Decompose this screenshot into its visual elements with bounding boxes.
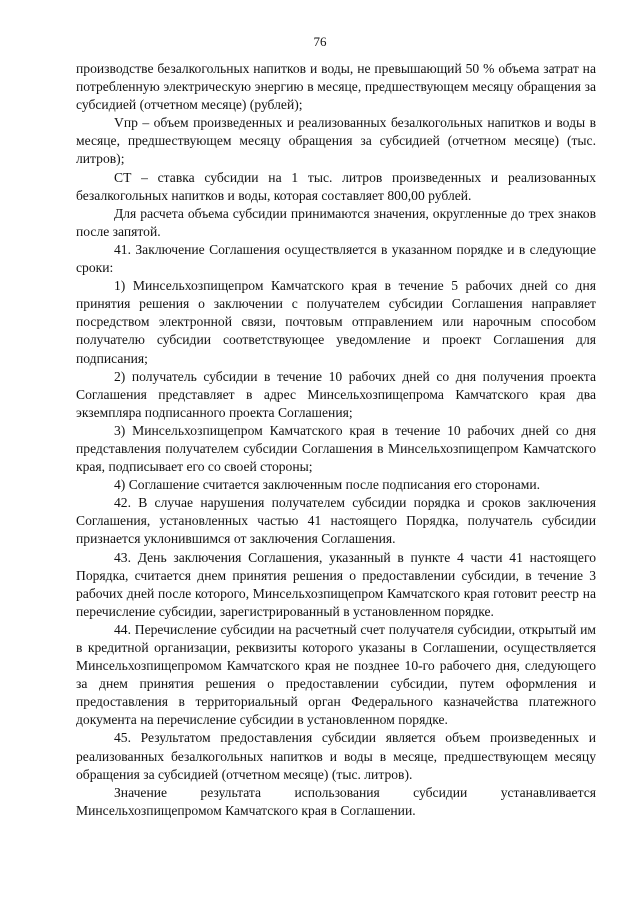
paragraph-result-value: Значение результата использования субсидии устанавливается Минсельхозпищепромом Камчатского края в Соглашении. [76,784,596,818]
page-number: 76 [313,34,327,49]
paragraph-41-item-3: 3) Минсельхозпищепром Камчатского края в течение 10 рабочих дней со дня представления получателем субсидии Соглашения в Минсельхозпищепром Камчатского края, подписывает его со своей стороны; [76,422,596,475]
paragraph-st-definition: СТ – ставка субсидии на 1 тыс. литров произведенных и реализованных безалкогольных напитков и воды, которая составляет 800,00 рублей. [76,169,596,203]
document-body [76,60,596,820]
paragraph-43: 43. День заключения Соглашения, указанный в пункте 4 части 41 настоящего Порядка, считается днем принятия решения о предоставлении субсидии, в течение 3 рабочих дней после которого, Минсельхозпищепром Камчатского края готовит реестр на перечисление субсидии, зарегистрированный в установленном порядке. [76,549,596,619]
paragraph-45: 45. Результатом предоставления субсидии является объем произведенных и реализованных безалкогольных напитков и воды в месяце, предшествующем месяцу обращения за субсидией (отчетном месяце) (тыс. литров). [76,730,596,782]
paragraph-vpr-definition: Vпр – объем произведенных и реализованных безалкогольных напитков и воды в месяце, предшествующем месяцу обращения за субсидией (отчетном месяце) (тыс. литров); [76,115,596,167]
paragraph-41-item-4: 4) Соглашение считается заключенным после подписания его сторонами. [114,477,541,493]
paragraph-41: 41. Заключение Соглашения осуществляется в указанном порядке и в следующие сроки: [76,241,596,276]
paragraph-continuation: производстве безалкогольных напитков и воды, не превышающий 50 % объема затрат на потребленную электрическую энергию в месяце, предшествующем месяцу обращения за субсидией (отчетном месяце) (рублей); [76,61,596,113]
paragraph-44: 44. Перечисление субсидии на расчетный счет получателя субсидии, открытый им в кредитной организации, реквизиты которого указаны в Соглашении, осуществляется Минсельхозпищепромом Камчатского края не позднее 10-го рабочего дня, следующего за днем принятия решения о предоставлении субсидии, путем оформления и предоставления в территориальный орган Федерального казначейства платежного документа на перечисление субсидии в установленном порядке. [76,621,596,728]
paragraph-42: 42. В случае нарушения получателем субсидии порядка и сроков заключения Соглашения, установленных частью 41 настоящего Порядка, получатель субсидии признается уклонившимся от заключения Соглашения. [76,495,596,547]
paragraph-rounding: Для расчета объема субсидии принимаются значения, округленные до трех знаков после запятой. [76,205,596,239]
paragraph-41-item-2: 2) получатель субсидии в течение 10 рабочих дней со дня получения проекта Соглашения представляет в адрес Минсельхозпищепрома Камчатского края два экземпляра подписанного проекта Соглашения; [76,368,596,420]
paragraph-41-item-1: 1) Минсельхозпищепром Камчатского края в течение 5 рабочих дней со дня принятия решения о заключении с получателем субсидии Соглашения направляет посредством электронной связи, почтовым отправлением или нарочным способом получателю субсидии соответствующее уведомление и проект Соглашения для подписания; [76,278,596,366]
